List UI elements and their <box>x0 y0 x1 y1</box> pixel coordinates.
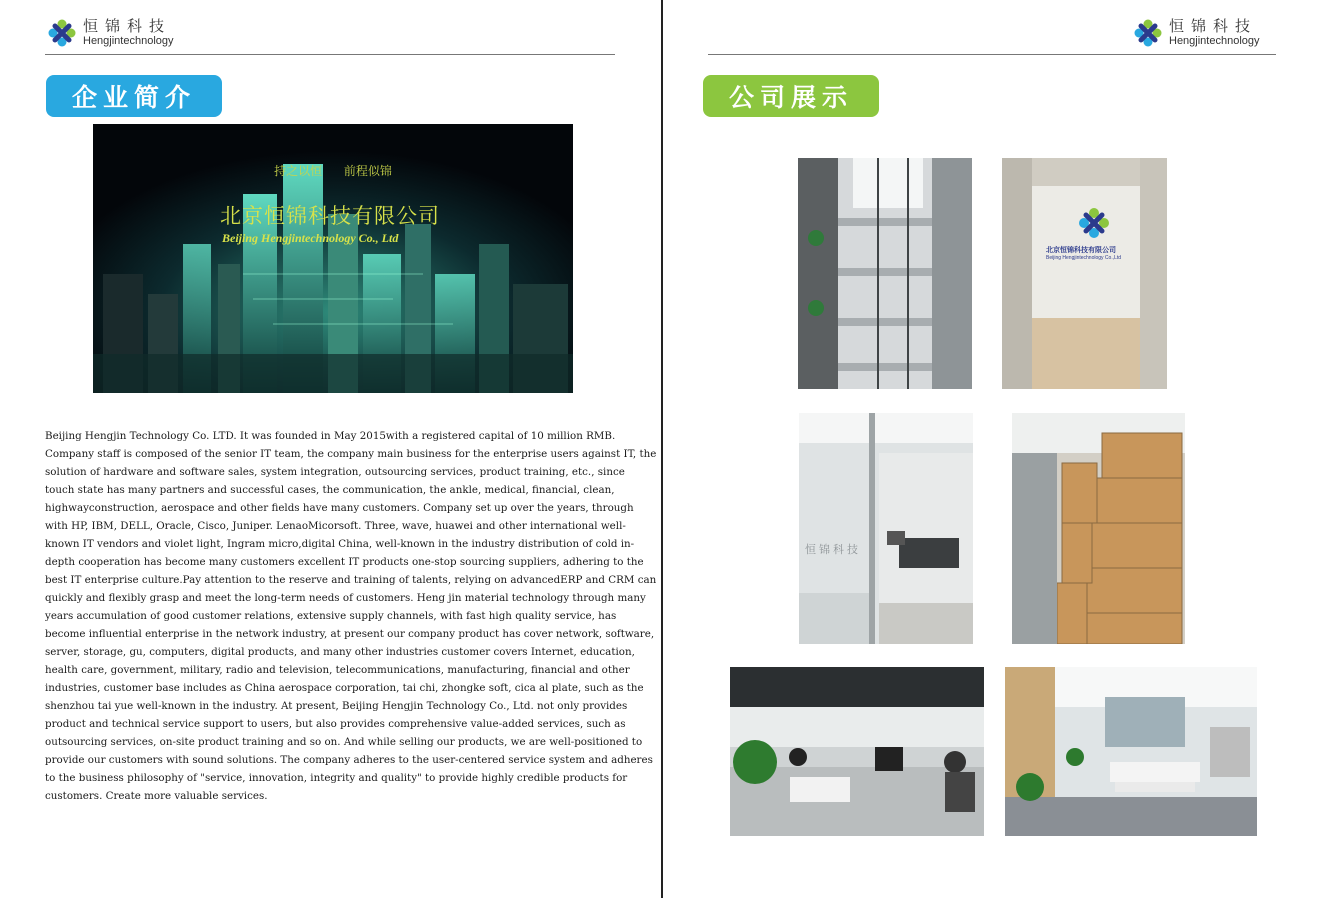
section-title-company-showcase <box>703 75 879 117</box>
hero-banner <box>93 124 573 393</box>
reception-sign-cn: 北京恒锦科技有限公司 <box>1046 246 1116 254</box>
glass-office-photo <box>799 413 973 644</box>
staff-workstation-photo <box>730 667 984 836</box>
section-title-text: 企业简介 <box>71 83 196 112</box>
reception-photo <box>1002 158 1167 389</box>
company-profile-text: Beijing Hengjin Technology Co. LTD. It was founded in May 2015with a registered capital of 10 million RMB. Company staff is composed of the senior IT team, the company main business for the enterprise users against IT, the solution of hardware and software sales, system integration, outsourcing services, product training, etc., since touch state has many partners and successful cases, the communication, the ankle, medical, financial, clean, highwayconstruction, aerospace and other fields have many customers. Company set up over the years, through with HP, IBM, DELL, Oracle, Cisco, Juniper. LenaoMicorsoft. Three, wave, huawei and other international well-known IT vendors and violet light, Ingram micro,digital China, well-known in the industry distribution of cold in-depth cooperation has become many customers excellent IT products one-stop sourcing suppliers, adhering to the best IT enterprise culture.Pay attention to the reserve and training of talents, relying on advancedERP and CRM can quickly and flexibly grasp and meet the long-term needs of customers. Heng jin material technology through many years accumulation of good customer relations, extensive supply channels, with fast high quality service, has become influential enterprise in the network industry, at present our company product has cover network, software, server, storage, gu, computers, digital products, and many other industries customer covers Internet, education, health care, government, military, radio and television, telecommunications, manufacturing, financial and other industries, customer base includes as China aerospace corporation, tai chi, zhongke soft, cica al plate, such as the shenzhou tai yue well-known in the industry. At present, Beijing Hengjin Technology Co., Ltd. not only provides product and technical service support to users, but also provides comprehensive value-added services, such as outsourcing services, on-site product training and so on. And while selling our products, we are well-positioned to provide our customers with sound solutions. The company adheres to the user-centered service system and adheres to the business philosophy of "service, innovation, integrity and quality" to provide highly credible products for customers. Create more valuable services. <box>45 430 657 802</box>
glass-sign-text: 恒锦科技 <box>805 543 861 556</box>
reception-sign-en: Beijing Hengjintechnology Co.,Ltd <box>1046 255 1122 261</box>
left-page <box>0 0 661 898</box>
brand-name-en: Hengjintechnology <box>83 35 174 47</box>
logo-mark-icon <box>1133 18 1163 48</box>
logo-mark-icon <box>47 18 77 48</box>
right-page <box>663 0 1323 898</box>
brand-name-cn: 恒锦科技 <box>1169 17 1258 35</box>
hero-motto: 持之以恒 前程似锦 <box>274 164 392 178</box>
hero-company-name-en: Beijing Hengjintechnology Co., Ltd <box>222 231 399 245</box>
brand-logo <box>1133 18 1260 48</box>
section-title-company-profile <box>46 75 222 117</box>
brand-logo <box>47 18 174 48</box>
brand-name-cn: 恒锦科技 <box>83 17 172 35</box>
warehouse-photo <box>1012 413 1185 644</box>
brand-name-en: Hengjintechnology <box>1169 35 1260 47</box>
open-office-photo <box>1005 667 1257 836</box>
section-title-text: 公司展示 <box>728 83 853 112</box>
header-rule <box>45 54 615 55</box>
header-rule <box>708 54 1276 55</box>
atrium-photo <box>798 158 972 389</box>
hero-company-name-cn: 北京恒锦科技有限公司 <box>220 204 440 228</box>
